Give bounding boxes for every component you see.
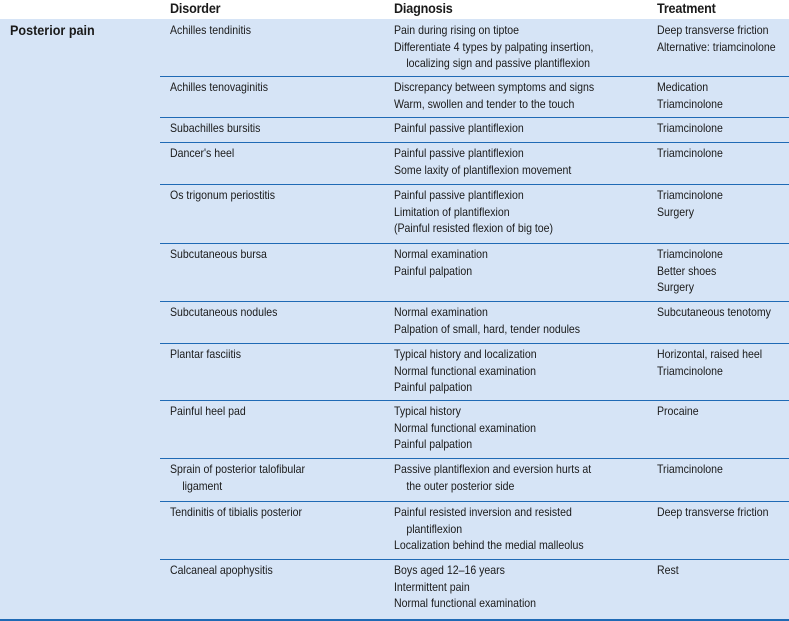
treatment-cell	[657, 346, 762, 379]
table-row	[160, 559, 789, 619]
diagnosis-cell	[394, 22, 593, 72]
disorder-cell	[170, 403, 246, 420]
row-divider	[160, 117, 789, 118]
row-divider	[160, 458, 789, 459]
row-divider	[160, 301, 789, 302]
group-label: Posterior pain	[10, 22, 95, 38]
diagnosis-cell	[394, 346, 537, 396]
disorder-line: Plantar fasciitis	[170, 347, 242, 361]
diagnosis-cell	[394, 187, 553, 237]
table-row	[160, 301, 789, 343]
treatment-cell	[657, 461, 723, 478]
treatment-line: Surgery	[657, 280, 694, 294]
treatment-line: Surgery	[657, 204, 694, 219]
diagnosis-line: Warm, swollen and tender to the touch	[394, 96, 575, 111]
disorder-line: Calcaneal apophysitis	[170, 563, 273, 577]
diagnosis-line: Limitation of plantiflexion	[394, 204, 510, 219]
diagnosis-line: Painful resisted inversion and resisted	[394, 505, 572, 519]
disorder-cell	[170, 346, 241, 363]
treatment-line: Triamcinolone	[657, 146, 723, 160]
disorder-cell	[170, 246, 267, 263]
treatment-line: Deep transverse friction	[657, 23, 769, 37]
row-divider	[160, 343, 789, 344]
treatment-line: Triamcinolone	[657, 462, 723, 476]
disorder-line: Subachilles bursitis	[170, 121, 261, 135]
diagnosis-line: Some laxity of plantiflexion movement	[394, 162, 572, 177]
treatment-line: Subcutaneous tenotomy	[657, 305, 771, 319]
table-row	[160, 19, 789, 76]
diagnosis-cell	[394, 79, 594, 112]
disorder-line: Achilles tenovaginitis	[170, 80, 269, 94]
diagnosis-line: Passive plantiflexion and eversion hurts at	[394, 462, 592, 476]
diagnosis-cell	[394, 403, 536, 453]
disorder-cell	[170, 22, 251, 39]
disorder-line: ligament	[182, 478, 223, 493]
diagnosis-line: Normal functional examination	[394, 596, 537, 610]
treatment-cell	[657, 562, 679, 579]
disorder-cell	[170, 79, 268, 96]
disorder-line: Os trigonum periostitis	[170, 188, 276, 202]
diagnosis-cell	[394, 562, 536, 612]
diagnosis-line: Painful palpation	[394, 437, 473, 451]
table-row	[160, 184, 789, 243]
table-row	[160, 243, 789, 301]
diagnosis-line: Normal examination	[394, 247, 488, 261]
table-row	[160, 76, 789, 117]
disorder-cell	[170, 461, 305, 494]
disorder-cell	[170, 504, 302, 521]
row-divider	[160, 559, 789, 560]
table-row	[160, 400, 789, 458]
diagnosis-line: Painful passive plantiflexion	[394, 188, 524, 202]
treatment-cell	[657, 403, 699, 420]
diagnosis-line: (Painful resisted flexion of big toe)	[394, 221, 554, 235]
treatment-line: Triamcinolone	[657, 96, 723, 111]
treatment-cell	[657, 145, 723, 162]
diagnosis-line: Normal examination	[394, 305, 488, 319]
diagnosis-line: Discrepancy between symptoms and signs	[394, 80, 595, 94]
treatment-line: Better shoes	[657, 263, 717, 278]
diagnosis-line: Intermittent pain	[394, 579, 470, 594]
disorder-line: Tendinitis of tibialis posterior	[170, 505, 303, 519]
diagnosis-line: Pain during rising on tiptoe	[394, 23, 520, 37]
treatment-line: Triamcinolone	[657, 363, 723, 378]
diagnosis-cell	[394, 504, 584, 554]
disorder-cell	[170, 120, 260, 137]
treatment-line: Procaine	[657, 404, 699, 418]
diagnosis-cell	[394, 246, 488, 279]
treatment-line: Rest	[657, 563, 679, 577]
diagnosis-line: plantiflexion	[406, 521, 463, 536]
diagnosis-line: Normal functional examination	[394, 420, 537, 435]
diagnosis-cell	[394, 145, 571, 178]
disorder-cell	[170, 562, 273, 579]
table-header	[0, 0, 789, 19]
diagnosis-line: the outer posterior side	[406, 478, 515, 493]
treatment-cell	[657, 304, 771, 321]
diagnosis-cell	[394, 120, 524, 137]
disorder-line: Sprain of posterior talofibular	[170, 462, 306, 476]
disorder-cell	[170, 145, 234, 162]
treatment-line: Horizontal, raised heel	[657, 347, 763, 361]
header-diagnosis: Diagnosis	[394, 0, 453, 16]
treatment-cell	[657, 22, 776, 55]
treatment-cell	[657, 504, 769, 521]
row-divider	[160, 243, 789, 244]
table-row	[160, 117, 789, 142]
treatment-line: Triamcinolone	[657, 188, 723, 202]
treatment-line: Alternative: triamcinolone	[657, 39, 776, 54]
row-divider	[160, 142, 789, 143]
diagnosis-line: Boys aged 12–16 years	[394, 563, 505, 577]
diagnosis-line: Typical history and localization	[394, 347, 537, 361]
table-row	[160, 458, 789, 501]
treatment-line: Triamcinolone	[657, 121, 723, 135]
diagnosis-cell	[394, 461, 591, 494]
diagnosis-line: Typical history	[394, 404, 461, 418]
diagnosis-cell	[394, 304, 580, 337]
row-divider	[160, 184, 789, 185]
row-divider	[160, 400, 789, 401]
diagnosis-line: Differentiate 4 types by palpating insertion,	[394, 39, 594, 54]
disorder-line: Subcutaneous nodules	[170, 305, 278, 319]
diagnosis-line: Painful palpation	[394, 263, 473, 278]
treatment-cell	[657, 246, 723, 296]
treatment-line: Triamcinolone	[657, 247, 723, 261]
diagnosis-line: Painful passive plantiflexion	[394, 121, 524, 135]
treatment-cell	[657, 120, 723, 137]
table-row	[160, 343, 789, 400]
diagnosis-line: Localization behind the medial malleolus	[394, 538, 584, 552]
diagnosis-line: Painful passive plantiflexion	[394, 146, 524, 160]
disorder-line: Achilles tendinitis	[170, 23, 252, 37]
treatment-line: Medication	[657, 80, 709, 94]
table-row	[160, 501, 789, 559]
disorder-line: Dancer's heel	[170, 146, 235, 160]
disorder-line: Subcutaneous bursa	[170, 247, 267, 261]
disorder-cell	[170, 304, 277, 321]
diagnosis-line: Painful palpation	[394, 380, 473, 394]
header-treatment: Treatment	[657, 0, 716, 16]
diagnosis-line: localizing sign and passive plantiflexion	[406, 56, 591, 70]
table-row	[160, 142, 789, 184]
diagnosis-line: Palpation of small, hard, tender nodules	[394, 321, 581, 336]
header-disorder: Disorder	[170, 0, 221, 16]
row-divider	[160, 501, 789, 502]
treatment-cell	[657, 187, 723, 220]
row-divider	[160, 76, 789, 77]
treatment-line: Deep transverse friction	[657, 505, 769, 519]
disorder-line: Painful heel pad	[170, 404, 246, 418]
disorder-cell	[170, 187, 275, 204]
treatment-cell	[657, 79, 723, 112]
diagnosis-line: Normal functional examination	[394, 363, 537, 378]
